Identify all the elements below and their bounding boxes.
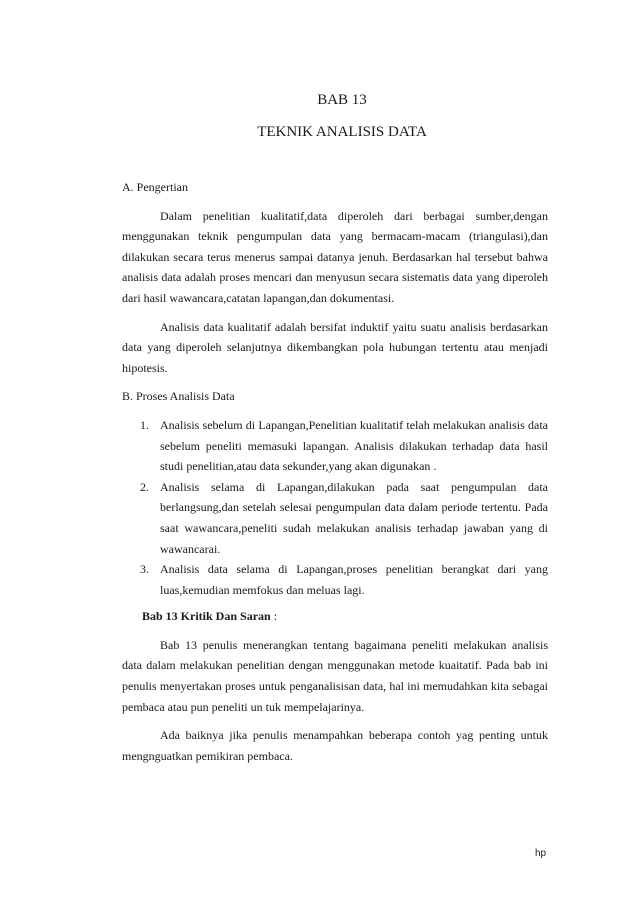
- chapter-number: BAB 13: [317, 92, 367, 108]
- list-item: [140, 477, 548, 559]
- critique-heading-colon: :: [270, 609, 278, 624]
- process-list: [122, 415, 548, 600]
- document-body: [122, 177, 548, 774]
- section-a-paragraph-1: Dalam penelitian kualitatif,data diperoleh dari berbagai sumber,dengan menggunakan teknik pengumpulan data yang bermacam-macam (triangulasi),dan dilakukan secara terus menerus sampai datanya jenuh. Berdasarkan hal tersebut bahwa analisis data adalah proses mencari dan menyusun secara sistematis data yang diperoleh dari hasil wawancara,catatan lapangan,dan dokumentasi.: [122, 208, 548, 305]
- list-item-number: 2.: [140, 479, 149, 494]
- list-item: [140, 559, 548, 600]
- list-item: [140, 415, 548, 477]
- list-item-number: 3.: [140, 562, 149, 577]
- critique-paragraph-2: Ada baiknya jika penulis menampahkan beberapa contoh yag penting untuk mengnguatkan pemikiran pembaca.: [122, 728, 548, 763]
- critique-heading: [142, 606, 548, 627]
- critique-heading-text: Bab 13 Kritik Dan Saran: [142, 609, 271, 624]
- critique-paragraph-1: Bab 13 penulis menerangkan tentang bagaimana peneliti melakukan analisis data dalam melakukan penelitian dengan menggunakan metode kuaitatif. Pada bab ini penulis menyertakan proses untuk penganalisisan data, hal ini memudahkan kita sebagai pembaca atau pun peneliti un tuk mempelajarinya.: [122, 637, 548, 714]
- section-a-paragraph-2: Analisis data kualitatif adalah bersifat induktif yaitu suatu analisis berdasarkan data yang diperoleh selanjutnya dikembangkan pola hubungan tertentu atau menjadi hipotesis.: [122, 319, 548, 375]
- list-item-number: 1.: [140, 417, 149, 432]
- list-item-text: Analisis data selama di Lapangan,proses penelitian berangkat dari yang luas,kemudian memfokus dan meluas lagi.: [160, 562, 548, 597]
- section-a-heading: A. Pengertian: [122, 180, 188, 194]
- list-item-text: Analisis sebelum di Lapangan,Penelitian kualitatif telah melakukan analisis data sebelum peneliti memasuki lapangan. Analisis dilakukan terhadap data hasil studi penelitian,atau data sekunder,yang akan digunakan .: [160, 417, 548, 474]
- list-item-text: Analisis selama di Lapangan,dilakukan pada saat pengumpulan data berlangsung,dan setelah selesai pengumpulan data dalam periode tertentu. Pada saat wawancara,peneliti sudah melakukan analisis terhadap jawaban yang di wawancarai.: [160, 479, 548, 556]
- section-b-heading: B. Proses Analisis Data: [122, 389, 235, 404]
- page-footer-initials: hp: [535, 848, 547, 859]
- chapter-title: TEKNIK ANALISIS DATA: [257, 124, 427, 140]
